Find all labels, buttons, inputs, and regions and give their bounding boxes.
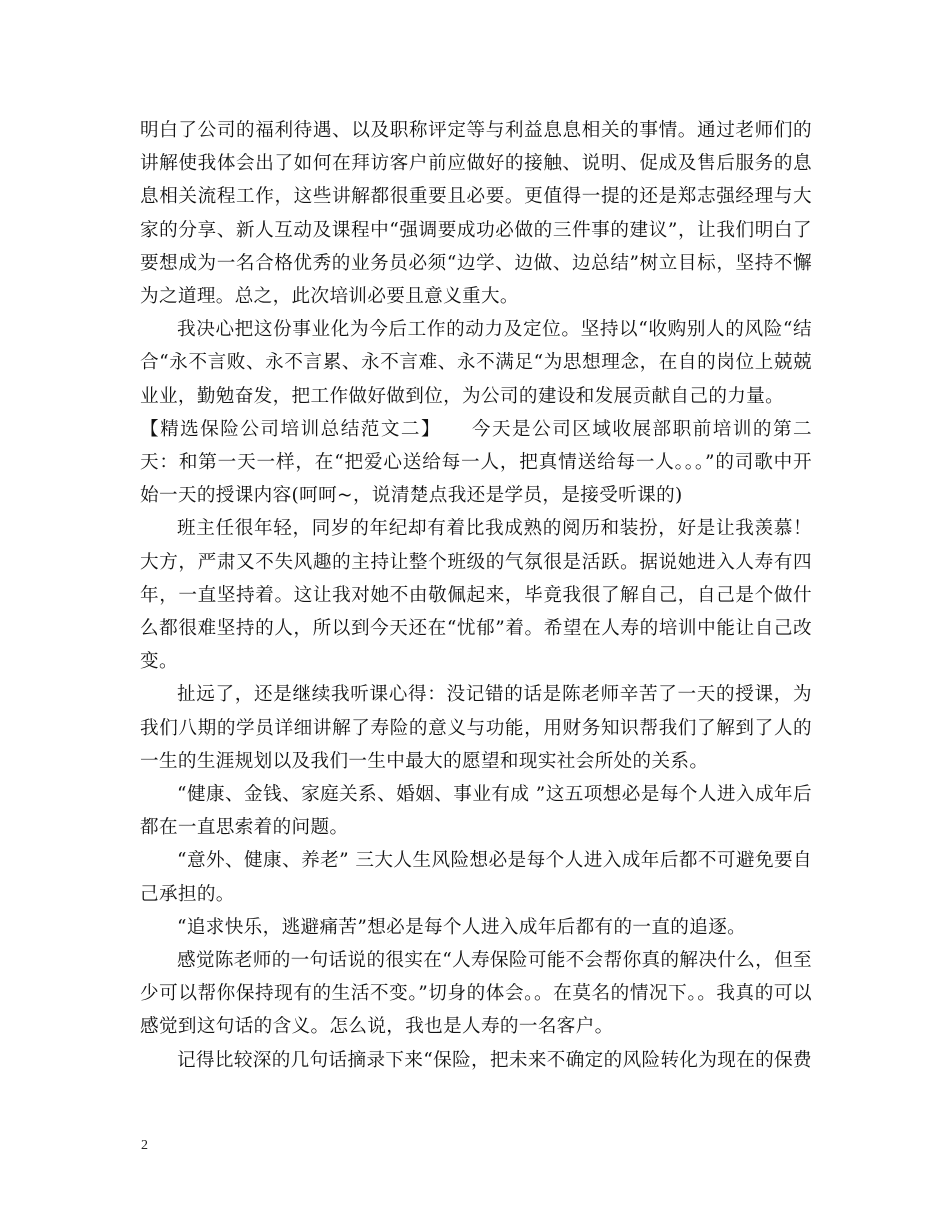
paragraph: 扯远了，还是继续我听课心得：没记错的话是陈老师辛苦了一天的授课，为我们八期的学员详细讲解了寿险的意义与功能，用财务知识帮我们了解到了人的一生的生涯规划以及我们一生中最大的愿望和现实社会所处的关系。: [140, 684, 812, 772]
paragraph: 【精选保险公司培训总结范文二】 今天是公司区域收展部职前培训的第二天：和第一天一样，在“把爱心送给每一人，把真情送给每一人。。。”的司歌中开始一天的授课内容(呵呵~，说清楚点我还是学员，是接受听课的): [140, 418, 812, 507]
page-number: 2: [141, 1138, 148, 1153]
paragraph: “健康、金钱、家庭关系、婚姻、事业有成 ”这五项想必是每个人进入成年后都在一直思索着的问题。: [140, 784, 812, 839]
paragraph: 我决心把这份事业化为今后工作的动力及定位。坚持以“收购别人的风险“结合“永不言败、永不言累、永不言难、永不满足“为思想理念，在自的岗位上兢兢业业，勤勉奋发，把工作做好做到位，为公司的建设和发展贡献自己的力量。: [140, 319, 812, 407]
paragraph: 班主任很年轻，同岁的年纪却有着比我成熟的阅历和装扮，好是让我羡慕！大方，严肃又不失风趣的主持让整个班级的气氛很是活跃。据说她进入人寿有四年，一直坚持着。这让我对她不由敬佩起来，毕竟我很了解自己，自己是个做什么都很难坚持的人，所以到今天还在“忧郁”着。希望在人寿的培训中能让自己改变。: [140, 518, 812, 673]
paragraph: “追求快乐，逃避痛苦”想必是每个人进入成年后都有的一直的追逐。: [177, 916, 747, 938]
document-body: [140, 114, 812, 1077]
paragraph: 感觉陈老师的一句话说的很实在“人寿保险可能不会帮你真的解决什么，但至少可以帮你保持现有的生活不变。”切身的体会。。在莫名的情况下。。我真的可以感觉到这句话的含义。怎么说，我也是人寿的一名客户。: [140, 950, 813, 1038]
paragraph: 明白了公司的福利待遇、以及职称评定等与利益息息相关的事情。通过老师们的讲解使我体会出了如何在拜访客户前应做好的接触、说明、促成及售后服务的息息相关流程工作，这些讲解都很重要且必要。更值得一提的还是郑志强经理与大家的分享、新人互动及课程中“强调要成功必做的三件事的建议”，让我们明白了要想成为一名合格优秀的业务员必须“边学、边做、边总结”树立目标，坚持不懈为之道理。总之，此次培训必要且意义重大。: [140, 120, 812, 308]
paragraph: 记得比较深的几句话摘录下来“保险，把未来不确定的风险转化为现在的保费: [177, 1049, 813, 1071]
paragraph: “意外、健康、养老” 三大人生风险想必是每个人进入成年后都不可避免要自己承担的。: [140, 850, 812, 905]
